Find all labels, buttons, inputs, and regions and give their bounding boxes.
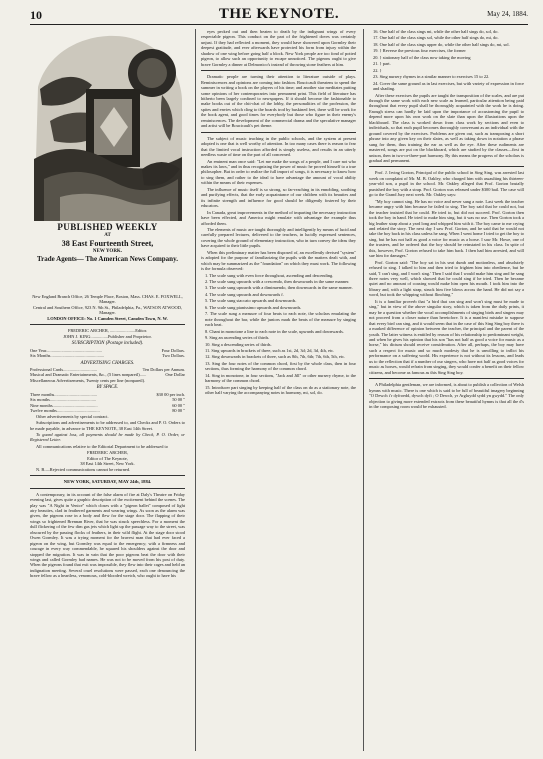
- header-rule: [30, 24, 528, 25]
- list-item: 21. } part.: [373, 61, 391, 67]
- article-paragraph: The elements of music are taught thoroughly and intelligently by means of lucid and carefully prepared lectures, delivered to the teachers, in lucidly expressed sentences, covering the whole ground of elementary instruction, who in turn convey the ideas they have acquired to their little pupils.: [201, 226, 356, 249]
- space-heading: BY SPACE.: [96, 385, 119, 391]
- article-paragraph: The influence of music itself is so strong, so far-reaching in its ennobling, soothing and purifying effects, that the early acquaintance of our children with its beauties and its infinite strength and influence for good should be diligently fostered by their educators.: [201, 186, 356, 209]
- dateline: NEW YORK, SATURDAY, MAY 24th, 1884.: [63, 479, 152, 485]
- rule: [201, 132, 356, 133]
- list-item: 5. The scale sung staccato upwards and downwards.: [205, 298, 297, 304]
- addressee-street: 38 East 14th Street, New York.: [80, 461, 135, 467]
- list-item: 19. } Reverse the previous four exercises, the former: [373, 48, 466, 54]
- article-paragraph: A contemporary, in its account of the false alarm of fire at Daly's Theatre on Friday evening last, gives quite a graphic description of the excitement behind the scenes. The play was "A Night in Venice" which closes with a "pigeon ballet" composed of light airy beauties, clad in feathered garments and wearing wings. As soon as the alarm was given, the pigeons rose in a body and flew for the stage door. The flapping of their wings so frightened Brennan River, that he was struck speechless. For a moment the dull flickering of the few dim gas jets which light up the passage way to the street, was obscured by the passing flocks of feathers, in their wild flight. At the stage door stood Owen Gormley. It was a trying moment for the bravest man that had ever faced a pigeon on the wing, but Gormley was equal to the emergency; with a firmness and courage in every way commendable, he squared his shoulders against the door and stopped the migration. It was in vain that the poor pigeons beat the door with their wings and called Gormley bad names. He was not to be moved from his post of duty. When the pigeons found that exit was impossible, they flew into their cages and held an indignation meeting. Several cruel resolutions were passed, each one denouncing the brave fellow as a heartless, venomous, cold-blooded wretch, who ought to have his: [30, 491, 185, 579]
- rate-row: Six Months................................................. Two Dollars.: [30, 353, 185, 359]
- list-item: 14. Sing in monotone, in four sections, "Jack and Jill" or other nursery rhyme, to the harmony of the common chord.: [205, 372, 356, 384]
- masthead: [30, 29, 185, 292]
- rule: [369, 378, 524, 379]
- masthead-at: AT: [104, 233, 111, 238]
- list-item: 11. Sing upwards in brackets of three, such as 1st, 2d, 3d; 2d, 3d, 4th, etc.: [205, 348, 335, 354]
- list-item: 13. Sing the four notes of the common chord, first by the whole class, then in four sections, thus forming the harmony of the common chord.: [205, 360, 356, 372]
- article-paragraph: After these exercises the pupils are taught the transposition of the scales, and are put through the same work with each new scale as learned, particular attention being paid throughout that every pupil shall be thoroughly acquainted with the work he is doing. Enough stress can hardly be laid upon the importance of accustoming the pupil to depend more upon his own work on the slate than upon the illustrations upon the blackboard. The class is worked down from class work by sections and even to individuals, so that each pupil becomes thoroughly conversant as an individual with the ground covered by the exercises. Problems are given out, such as transposing a short phrase into any given key on their slates, as well as taking down in notation a phrase sung for them, thus training the ear as well as the eye. After these rudiments are mastered, songs are put on the blackboard, which are studied by the classes—first in unison, then in two-or-three-part harmony. By this means the progress of the scholars is gradual and permanent.: [369, 92, 524, 163]
- publisher-line: JOHN J. KING................Publisher and Proprietor.: [63, 333, 152, 339]
- list-item: 12. Sing downwards in brackets of three, such as 8th, 7th, 6th; 7th, 6th, 5th, etc.: [205, 354, 346, 360]
- page-number: 10: [30, 8, 42, 22]
- article-paragraph: It is a familiar proverb that "a bird that can sing and won't sing must be made to sing," but in view of the above singular story, which is taken from the daily prints, it may be a question whether the vocal accomplishments of singing birds and singers may not proceed from a closer nature than heretofore. It is a manifest mistake to suppose that every bird can sing, and it would seem that in the case of this Sing Sing boy there is a marked difference of opinion between the teacher, the principal and the parent of the youth. The latter witness is entitled by reason of his relationship to predominant weight, and when he gives his opinion that his son "has not half as good a voice for music as a horse," his dictum should receive consideration. After all, perhaps, the boy may have such a respect for music and so much modesty that he is unwilling to inflict his performance on a suffering world. His experience is not without its lessons, and leads us to the reflection that if a number of our singers, who have not half as good voices for music as horses, would refrain from singing, they would confer a benefit on their fellow citizens, and become as famous as this Sing Sing boy.: [369, 298, 524, 375]
- article-paragraph: In Canada, great improvements in the method of imparting the necessary instruction have been effected, and America might emulate with advantage the example thus afforded them.: [201, 209, 356, 226]
- list-item: 8. Chant in monotone a line to each note in the scale, upwards and downwards.: [205, 328, 344, 334]
- guard-notice: To guard against loss, all payments should be made by Check, P. O. Order, or Registered Letter.: [30, 431, 185, 443]
- article-paragraph: Dramatic people are turning their attention to literature outside of plays. Reminiscences and opinions are coming into fashion. Boucicault threatens to spend the summer in writing a book on the players of his time; and another star meditates putting some opinions of her contemporaries into permanent print. This field of literature has hitherto been largely confined to newspapers. If it should become the fashionable to make books out of the chit-chat of the lobby, the personalities of the profession, the spites and envies which cling to the boards trod by buskined feet, there will be work for the book agent, and good times for everybody but those who figure in their enemy's reminiscences. The development of the commercial drama and the speculative manager and artist will be Boucicault's pet theme.: [201, 74, 356, 129]
- column-1: [30, 29, 185, 751]
- rate-row: Nine months......................................... 60 00 ": [30, 402, 185, 408]
- article-paragraph: A Philadelphia gentleman, we are informed, is about to publish a collection of Welsh hymns with music. There is one which is said to be full of beautiful imagery beginning "O Dewch i'r dyfroedd, dywch dyfi ; O Dewch, yr Argluydd sydd yn gwydd." The only objection to giving more extended extracts from these beautiful hymns is that all the d's in the composing room would be exhausted.: [369, 382, 524, 409]
- list-item: 17. One half of the class sings sol, while the other half sings do, mi, do.: [373, 35, 499, 41]
- list-item: 3. The scale sung upwards with a diminuendo, then downwards in the same manner.: [205, 285, 353, 291]
- london-office: LONDON OFFICE: No. 1 Camden Street, Camden Town, N. W.: [47, 315, 168, 321]
- column-divider-2: [363, 29, 364, 751]
- column-divider-1: [195, 29, 196, 751]
- rate-row: Three months....................................... $30 00 per inch.: [30, 391, 185, 397]
- list-item: 16. One half of the class sings mi, while the other half sings do, sol, do.: [373, 29, 499, 34]
- list-item: 23. Sing nursery rhymes in a similar manner to exercises 15 to 22.: [373, 74, 490, 80]
- trade-agents: Trade Agents— The American News Company.: [37, 255, 178, 263]
- list-item: 22. }: [373, 67, 382, 73]
- rule: [201, 70, 356, 71]
- article-paragraph: eyes pecked out and then beaten to death by the indignant wings of every respectable pigeon. This conduct on the part of the frightened doves was certainly unjust. If they had reflected a moment, they would have showered upon Gormley their deepest gratitude, and ever afterwards have protected his form from injury within the shadow of one wing before going half a block. New York people are too fond of potted pigeon, to allow such an opportunity to escape unnoticed. The pigeons ought to give brave Gormley a dinner at Delmonico's instead of throwing stone feathers at him.: [201, 29, 356, 67]
- addressee-name: FREDERIC ARCHER,: [87, 450, 128, 456]
- branch-office: New England Branch Office, 26 Temple Place, Boston, Mass. CHAS. E. FOXWELL, Manager.: [32, 294, 183, 305]
- list-item: 7. The scale sung a measure of four beats to each note, the scholars emulating the note throughout the bar, while the juniors mark the beats of the measure by singing each beat.: [205, 311, 356, 328]
- masthead-engraving: [30, 29, 185, 221]
- rate-row: One Year................................................... Four Dollars.: [30, 347, 185, 353]
- masthead-address: 38 East Fourteenth Street,: [61, 239, 154, 248]
- article-paragraph: Prof. J. Irving Gorton, Principal of the public school in Sing Sing, was arrested last week on complaint of Mr. M. B. Oakley, who charged him with assaulting his thirteen-year-old son, a pupil in the school. Mr. Oakley alleged that Prof. Gorton brutally punished the boy with a strap. Prof. Gorton was released under $300 bail. The case will go to the Grand Jury next week. Mr. Oakley says:: [369, 170, 524, 198]
- list-item: 4. The scale sung upwards and downwards f.: [205, 291, 284, 297]
- list-item: 20. } stationary half of the class now taking the moving: [373, 54, 471, 60]
- list-item: 6. The scale sung pianissimo upwards and downwards.: [205, 304, 302, 310]
- editor-line: FREDERIC ARCHER, .......................Editor.: [67, 328, 148, 334]
- subscriptions-notice: Subscriptions and advertisements to be addressed to, and Checks and P. O. Orders to be made payable, in advance to THE KEYNOTE, 38 East 14th Street.: [30, 420, 185, 431]
- list-item: 10. Sing a descending series of thirds.: [205, 341, 272, 347]
- article-paragraph: An eminent man once said: "Let me make the songs of a people, and I care not who makes its laws," and in thus recognizing the power of music he proved himself to a true philosopher. But in order to realize the full import of songs, it is necessary to know how to sing them, and rather to the ideal to have advantage the amount of vocal ability within the means of their expenses.: [201, 158, 356, 186]
- rejected-notice: N. B.—Rejected communications cannot be returned.: [36, 466, 131, 472]
- advertising-heading: ADVERTISING CHARGES.: [80, 360, 135, 366]
- communications-notice: All communications relative to the Editorial Department to be addressed to: [36, 443, 168, 449]
- published-weekly: PUBLISHED WEEKLY: [57, 222, 158, 232]
- article-paragraph: The subject of music teaching in the public schools, and the system at present adopted is one that is well worthy of attention. In too many cases there is reason to fear that the limited vocal instruction afforded is simply useless, and results in an utterly needless waste of time on the part of all concerned.: [201, 135, 356, 158]
- central-office: Central and Southern Office, 923 N. 9th St., Philadelphia, Pa., WATSON ATWOOD, Manager.: [33, 304, 182, 316]
- rate-row: Professional Cards............................... Ten Dollars per Annum.: [30, 366, 185, 372]
- rule: [369, 166, 524, 167]
- rule: [30, 488, 185, 489]
- rule: [30, 475, 185, 476]
- addressee-office: Editor of The Keynote,: [87, 455, 128, 461]
- article-paragraph: When this preliminary matter has been disposed of, an excellently devised "system" is adopted for the purpose of familiarizing the pupils with the matters dealt with, and which may be summarized as the "foundation" on which they must work. The following is the formula observed:: [201, 249, 356, 272]
- column-3: [369, 29, 524, 751]
- column-2: [201, 29, 356, 751]
- subscription-rates: [30, 348, 185, 359]
- article-paragraph: Prof. Gorton said: "The boy sat in his seat dumb and motionless, and absolutely refused to sing. I talked to him and then tried to frighten him into obedience, but he said, 'I can't sing, and I won't sing.' Then I said that I would make him sing and he sang three notes very well, which showed that he could sing if he tried. Then he became quiet and no amount of coaxing would make him open his mouth. I took him into the library and, with a light strap, struck him five blows across the hand. He did not say a word, but took the whipping without flinching.": [369, 259, 524, 298]
- rate-row: Six months.......................................... 50 00 ": [30, 397, 185, 403]
- other-advertisements: Other advertisements by special contract.: [36, 413, 109, 419]
- advertising-rates: [30, 367, 185, 383]
- subscription-heading: SUBSCRIPTION (Postage included).: [71, 341, 144, 347]
- list-item: 24. Cover the same ground as in last exercises, but with variety of expression in force and shading.: [373, 80, 524, 92]
- space-rates: [30, 392, 185, 414]
- list-item: 2. The scale sung upwards with a crescendo, then downwards in the same manner.: [205, 279, 350, 285]
- masthead-city: NEW YORK.: [92, 249, 123, 254]
- list-item: 9. Sing an ascending series of thirds.: [205, 335, 270, 341]
- issue-date: May 24, 1884.: [487, 10, 528, 18]
- rate-row: Twelve months....................................... 80 00 ": [30, 408, 185, 414]
- list-item: 15. Introducer part singing by keeping half of the class on do as a stationary note, the other half varying the accompanying notes in harmony, mi, sol, do.: [205, 384, 356, 396]
- list-item: 1. The scale sung with even force throughout, ascending and descending.: [205, 272, 334, 278]
- rule: [30, 324, 185, 325]
- article-paragraph: "My boy cannot sing. He has no voice and never sang a note. Last week the teacher became angry with him because he failed to sing. The boy said that he could not, but the teacher insisted that he could. He tried to, but did not succeed. Prof. Gorton then took the boy in hand. He tried to make him sing, but it was no use. Then Gorton took a big leather strap about a yard long and whipped him with it. The boy came to me crying and related the story. The next day I saw Prof. Gorton, and he said that he would not take the boy back in his class unless he sang. When I went home I tried to get the boy to sing, but he has not half as good a voice for music as a horse. I saw Mr. Howe, one of the trustees, and he ordered that the boy should be reinstated in his class. In spite of this, however, Prof. Gorton refused to take him back. I then had him arrested, and will sue him for damages.": [369, 198, 524, 259]
- rate-row: Miscellaneous Advertisements, Twenty cents per line (nonpareil).: [30, 377, 146, 383]
- page-header: [30, 6, 528, 26]
- list-item: 18. One half of the class sings upper do, while the other half sings do, mi, sol.: [373, 41, 510, 47]
- page-title: THE KEYNOTE.: [218, 6, 340, 22]
- rate-row: Musical and Dramatic Entertainments, &c., (5 lines nonpareil)...... One Dollar: [30, 372, 185, 378]
